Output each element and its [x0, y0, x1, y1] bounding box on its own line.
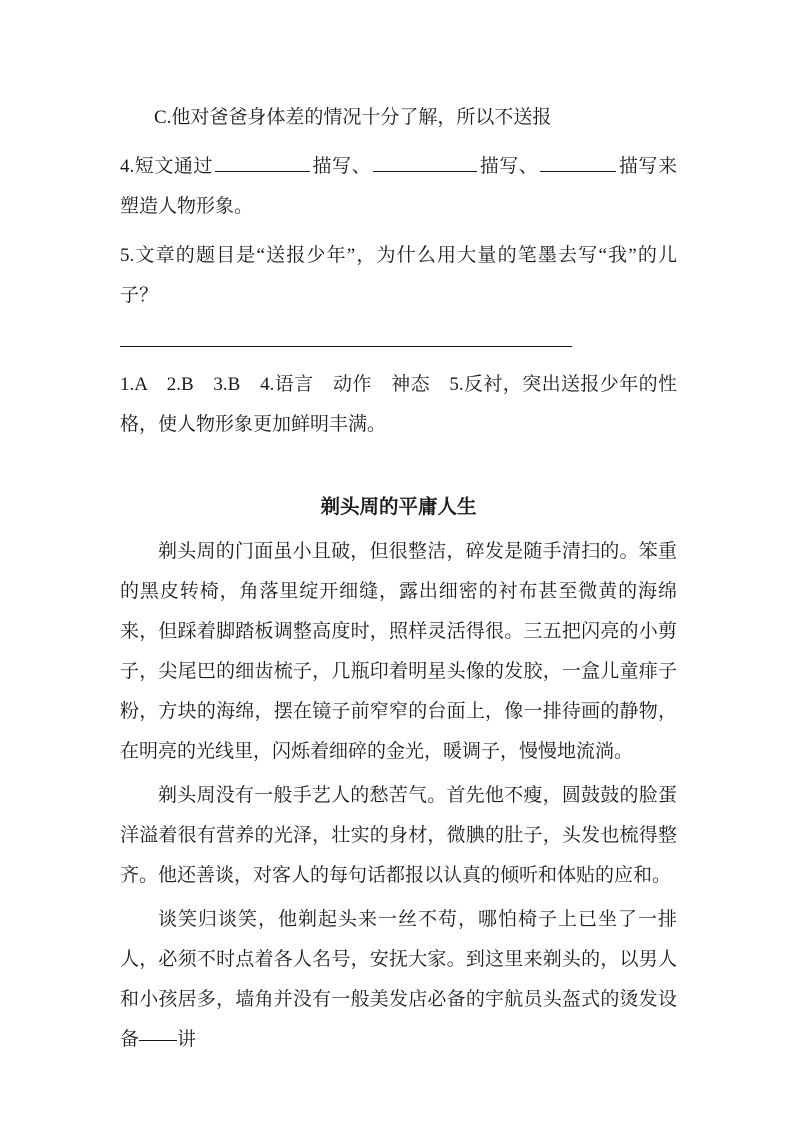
article-paragraph-1: 剃头周的门面虽小且破，但很整洁，碎发是随手清扫的。笨重的黑皮转椅，角落里绽开细缝，露出细密的衬布甚至微黄的海绵来，但踩着脚踏板调整高度时，照样灵活得很。三五把闪亮的小剪子，尖尾巴的细齿梳子，几瓶印着明星头像的发胶，一盒儿童痱子粉，方块的海绵，摆在镜子前窄窄的台面上，像一排待画的静物，在明亮的光线里，闪烁着细碎的金光，暖调子，慢慢地流淌。: [120, 541, 677, 762]
fill-blank-1: [215, 151, 310, 172]
question-4-mid1: 描写、: [311, 156, 372, 177]
article-paragraph-3: 谈笑归谈笑，他剃起头来一丝不苟，哪怕椅子上已坐了一排人，必须不时点着各人名号，安抚大家。到这里来剃头的，以男人和小孩居多，墙角并没有一般美发店必备的宇航员头盔式的烫发设备——讲: [120, 909, 677, 1050]
question-4-lead: 4.短文通过: [120, 156, 213, 177]
question-4-tail: 描写来塑造人物形象。: [120, 156, 677, 217]
question-4-mid2: 描写、: [479, 156, 539, 177]
fill-blank-2: [373, 151, 477, 172]
answer-key: 1.A 2.B 3.B 4.语言 动作 神态 5.反衬，突出送报少年的性格，使人物形象更加鲜明丰满。: [120, 374, 677, 435]
answer-separator-line: [120, 346, 572, 347]
article-paragraph-2: 剃头周没有一般手艺人的愁苦气。首先他不瘦，圆鼓鼓的脸蛋洋溢着很有营养的光泽，壮实的身材，微腆的肚子，头发也梳得整齐。他还善谈，对客人的每句话都报以认真的倾听和体贴的应和。: [120, 785, 677, 886]
question-5: 5.文章的题目是“送报少年”，为什么用大量的笔墨去写“我”的儿子？: [120, 245, 677, 306]
article-title: 剃头周的平庸人生: [320, 497, 477, 518]
option-c-text: C.他对爸爸身体差的情况十分了解，所以不送报: [154, 107, 552, 128]
fill-blank-3: [540, 151, 616, 172]
question-4: [120, 147, 677, 227]
